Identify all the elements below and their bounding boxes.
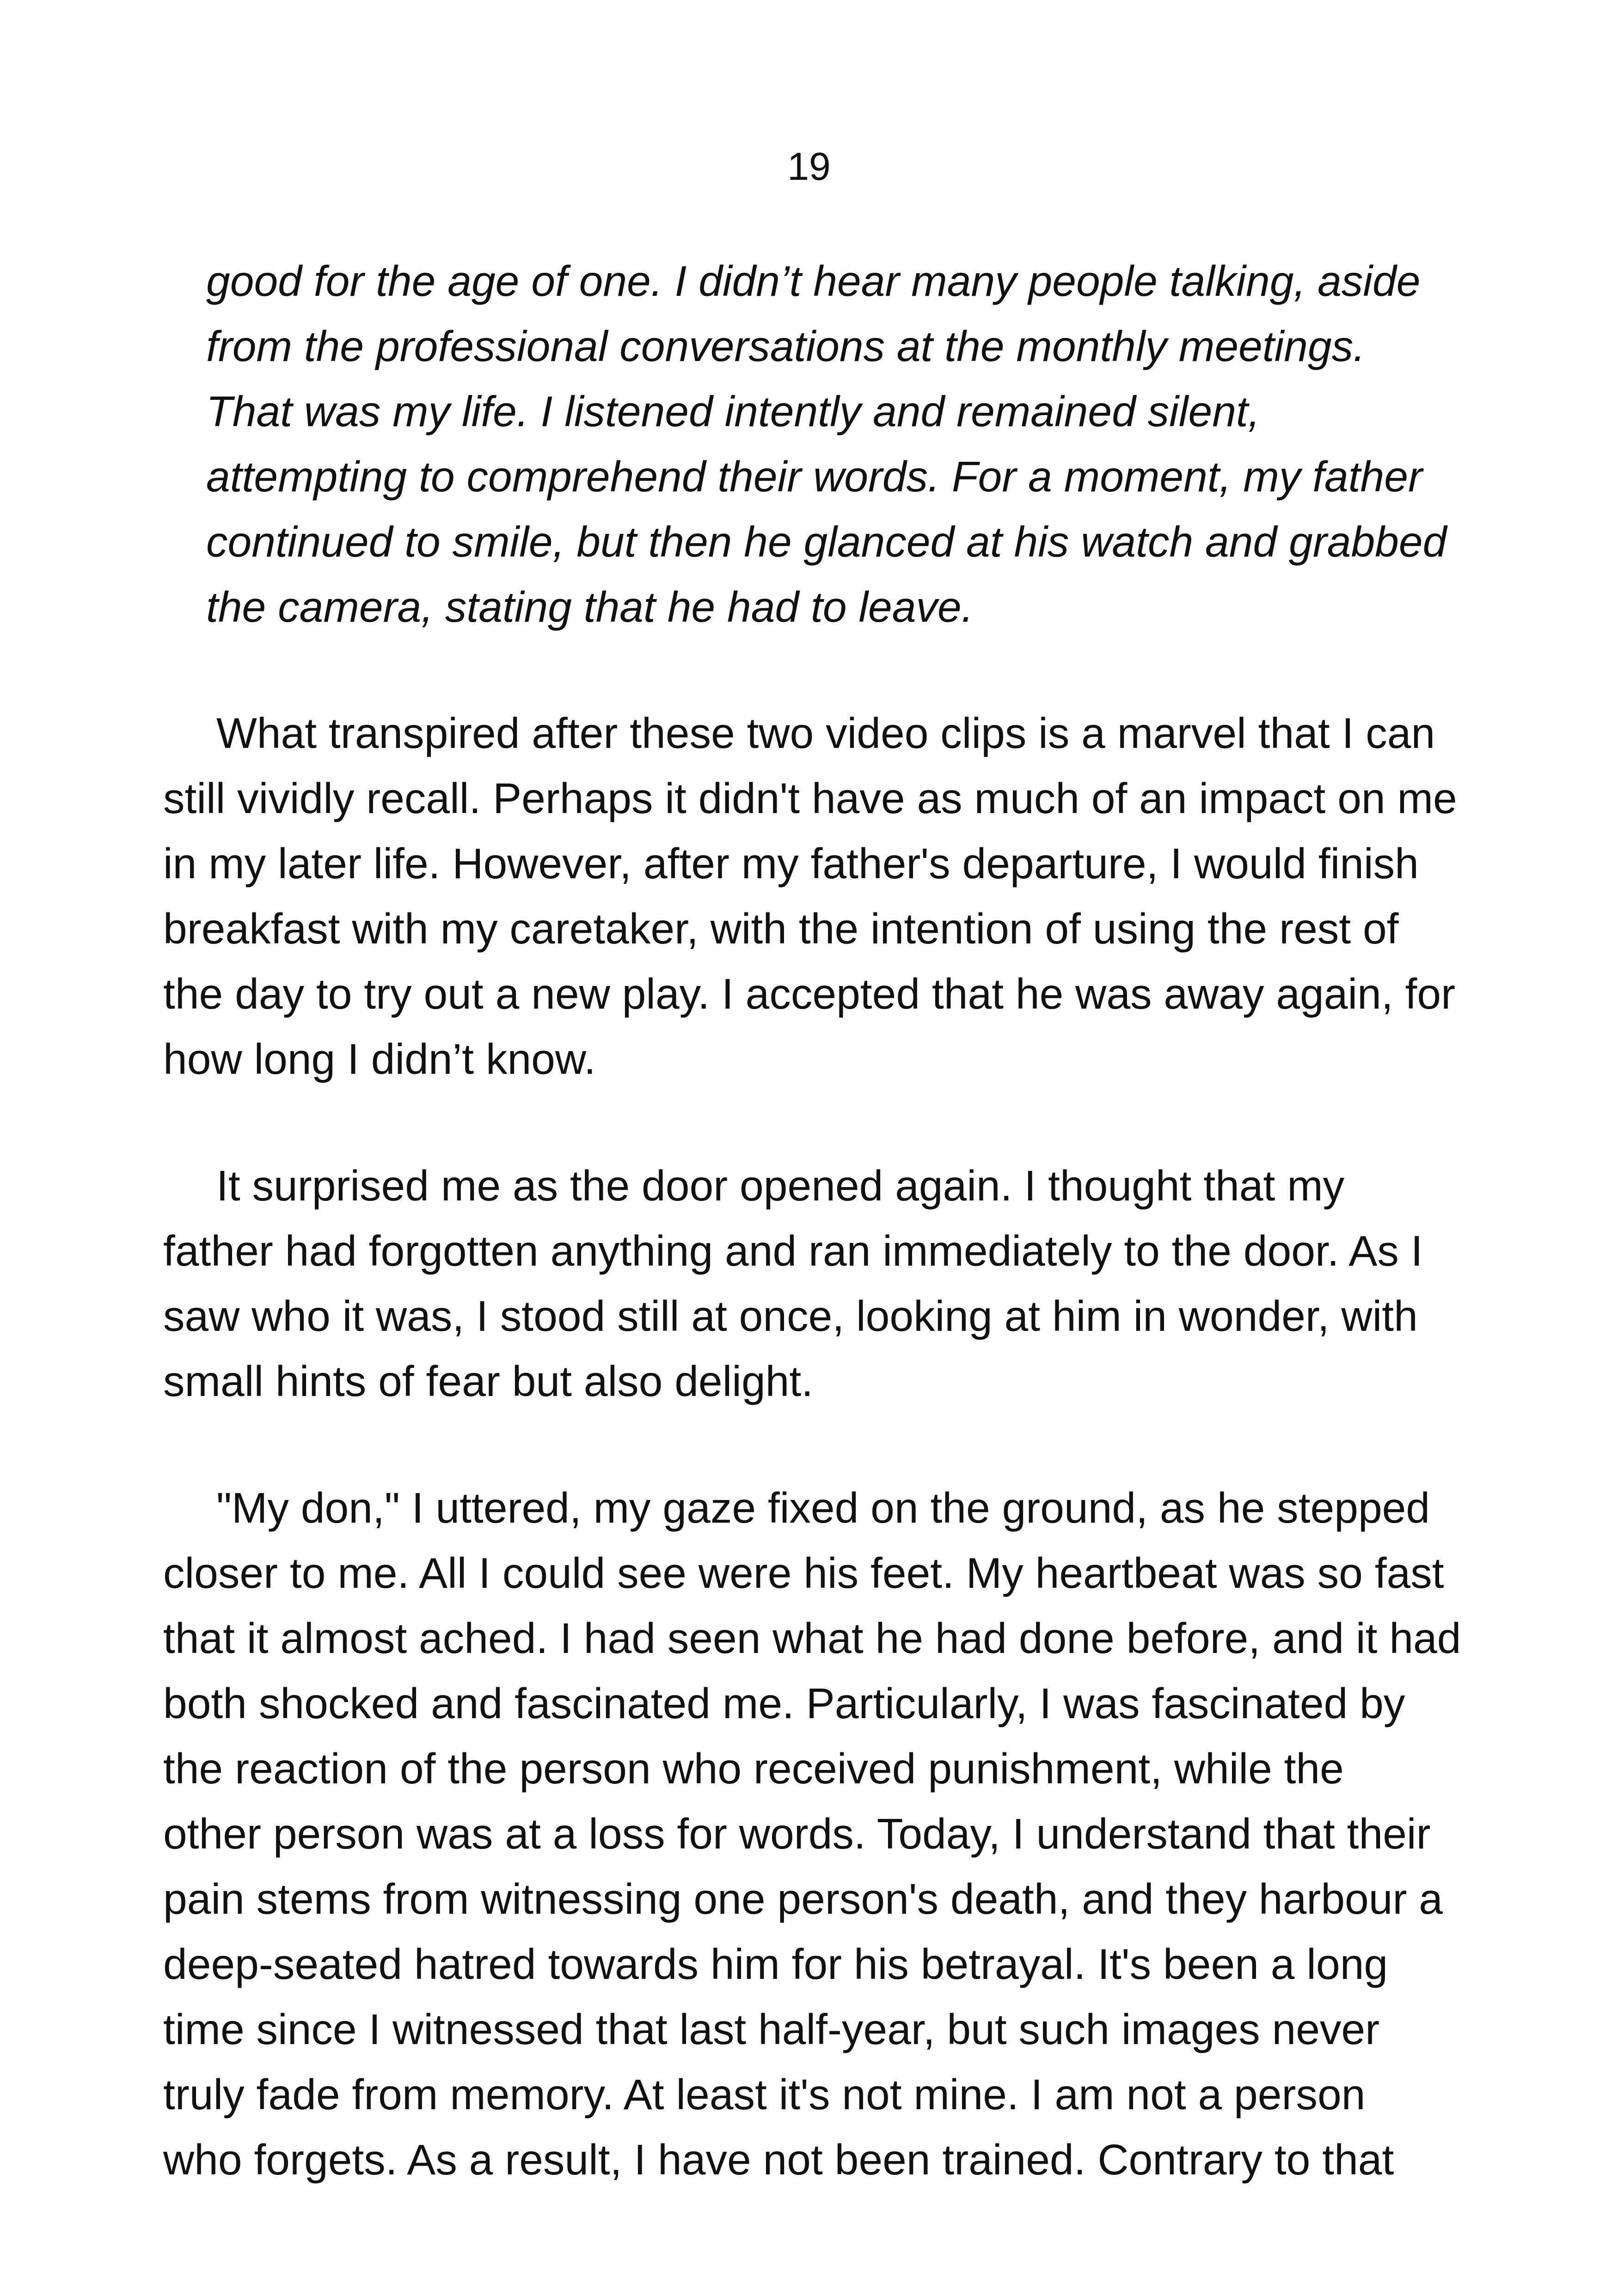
text-line: father had forgotten anything and ran immediately to the door. As I <box>163 1227 1423 1275</box>
text-line: "My don," I uttered, my gaze fixed on the ground, as he stepped <box>216 1484 1430 1532</box>
text-line: the camera, stating that he had to leave. <box>206 583 974 631</box>
text-line: That was my life. I listened intently and remained silent, <box>206 387 1260 435</box>
text-line: closer to me. All I could see were his feet. My heartbeat was so fast <box>163 1549 1444 1597</box>
text-line: other person was at a loss for words. Today, I understand that their <box>163 1810 1431 1858</box>
text-line: truly fade from memory. At least it's not mine. I am not a person <box>163 2070 1366 2118</box>
text-line: from the professional conversations at the monthly meetings. <box>206 322 1366 370</box>
text-line: It surprised me as the door opened again. I thought that my <box>216 1162 1345 1210</box>
text-line: breakfast with my caretaker, with the intention of using the rest of <box>163 905 1399 953</box>
text-line: the reaction of the person who received punishment, while the <box>163 1745 1344 1793</box>
text-line: in my later life. However, after my father's departure, I would finish <box>163 839 1419 888</box>
text-line: small hints of fear but also delight. <box>163 1357 814 1405</box>
text-line: how long I didn’t know. <box>163 1035 596 1083</box>
text-line: good for the age of one. I didn’t hear many people talking, aside <box>206 257 1421 305</box>
text-line: attempting to comprehend their words. For a moment, my father <box>206 453 1422 501</box>
text-line: deep-seated hatred towards him for his betrayal. It's been a long <box>163 1940 1388 1988</box>
text-line: time since I witnessed that last half-year, but such images never <box>163 2005 1380 2053</box>
page-number: 19 <box>787 145 831 188</box>
text-line: still vividly recall. Perhaps it didn't have as much of an impact on me <box>163 774 1457 822</box>
text-line: continued to smile, but then he glanced at his watch and grabbed <box>206 518 1447 566</box>
text-line: saw who it was, I stood still at once, looking at him in wonder, with <box>163 1292 1418 1340</box>
text-line: What transpired after these two video clips is a marvel that I can <box>216 709 1435 757</box>
text-line: both shocked and fascinated me. Particularly, I was fascinated by <box>163 1679 1405 1727</box>
text-line: pain stems from witnessing one person's death, and they harbour a <box>163 1875 1443 1923</box>
text-line: the day to try out a new play. I accepted that he was away again, for <box>163 970 1456 1018</box>
text-line: that it almost ached. I had seen what he had done before, and it had <box>163 1614 1461 1662</box>
text-line: who forgets. As a result, I have not been trained. Contrary to that <box>163 2136 1394 2184</box>
